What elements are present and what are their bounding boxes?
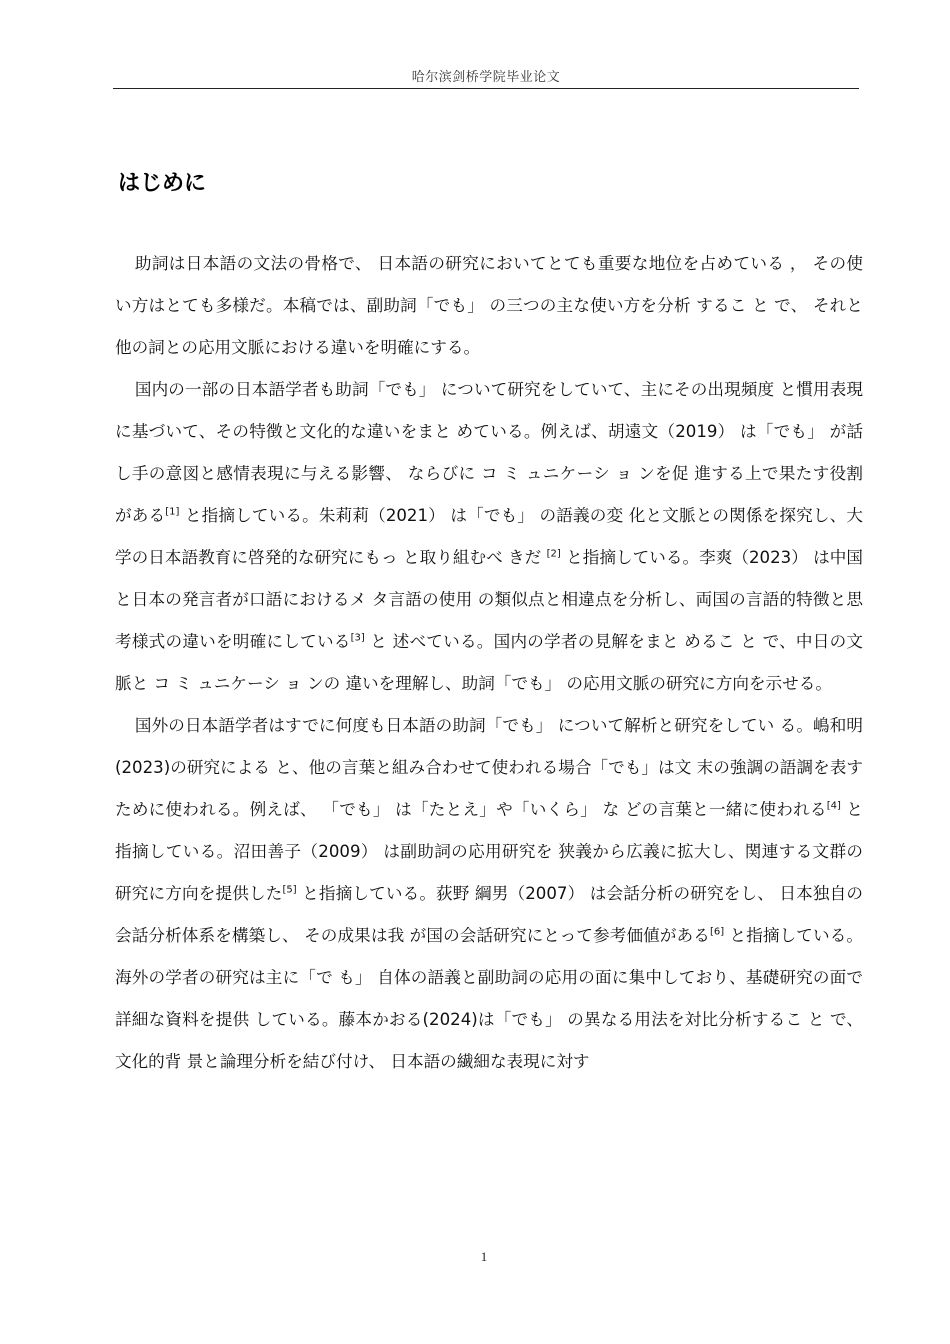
- citation-ref: [2]: [546, 548, 561, 560]
- citation-ref: [3]: [350, 632, 365, 644]
- paragraph-text: 助詞は日本語の文法の骨格で、 日本語の研究においてとても重要な地位を占めている ， その使い方はとても多様だ。本稿では、副助詞「でも」 の三つの主な使い方を分析 するこ と で、 それと他の詞との応用文脈における違いを明確にする。: [115, 254, 863, 357]
- citation-ref: [1]: [165, 506, 180, 518]
- section-title: はじめに: [118, 171, 207, 196]
- running-header: 哈尔滨剑桥学院毕业论文: [411, 70, 561, 85]
- paragraph: [115, 243, 863, 369]
- paragraph: [115, 705, 863, 1083]
- paragraph-text: と指摘している。沼田善子（2009） は副助詞の応用研究を 狭義から広義に拡大し、関連する文群の研究に方向を提供した: [115, 800, 863, 903]
- header-divider: [113, 88, 859, 89]
- paragraph-text: と指摘している。朱莉莉（2021） は「でも」 の語義の変 化と文脈との関係を探究し、大学の日本語教育に啓発的な研究にもっ と取り組むべ きだ: [115, 506, 864, 567]
- paragraph-text: と指摘している。李爽（2023） は中国と日本の発言者が口語におけるメ タ言語の使用 の類似点と相違点を分析し、両国の言語的特徴と思考様式の違いを明確にしている: [115, 548, 864, 651]
- citation-ref: [5]: [282, 884, 297, 896]
- paragraph-text: と指摘している。海外の学者の研究は主に「で も」 自体の語義と副助詞の応用の面に集中しており、基礎研究の面で詳細な資料を提供 している。藤本かおる(2024)は「でも」 の異なる用法を対比分析するこ と で、文化的背 景と論理分析を結び付け、 日本語の繊細な表現に対す: [115, 926, 864, 1071]
- paragraph-text: と指摘している。荻野 綱男（2007） は会話分析の研究をし、 日本独自の会話分析体系を構築し、 その成果は我 が国の会話研究にとって参考価値がある: [115, 884, 864, 945]
- citation-ref: [4]: [826, 800, 841, 812]
- citation-ref: [6]: [709, 926, 725, 938]
- paragraph-text: 国内の一部の日本語学者も助詞「でも」 について研究をしていて、主にその出現頻度 と慣用表現に基づいて、その特徴と文化的な違いをまと めている。例えば、胡遠文（2019） は「でも」 が話し手の意図と感情表現に与える影響、 ならびに コ ミ ュニケーシ ョ ンを促 進する上で果たす役割がある: [115, 380, 863, 525]
- page-number: 1: [480, 1249, 488, 1264]
- body-text: [115, 243, 863, 1083]
- paragraph: [115, 369, 863, 705]
- paragraph-text: と 述べている。国内の学者の見解をまと めるこ と で、中日の文脈と コ ミ ュニケーシ ョ ンの 違いを理解し、助詞「でも」 の応用文脈の研究に方向を示せる。: [115, 632, 864, 693]
- paragraph-text: 国外の日本語学者はすでに何度も日本語の助詞「でも」 について解析と研究をしてい る。嶋和明(2023)の研究による と、他の言葉と組み合わせて使われる場合「でも」は文 末の強調の語調を表すために使われる。例えば、 「でも」 は「たとえ」や「いくら」 な どの言葉と一緒に使われる: [115, 716, 863, 819]
